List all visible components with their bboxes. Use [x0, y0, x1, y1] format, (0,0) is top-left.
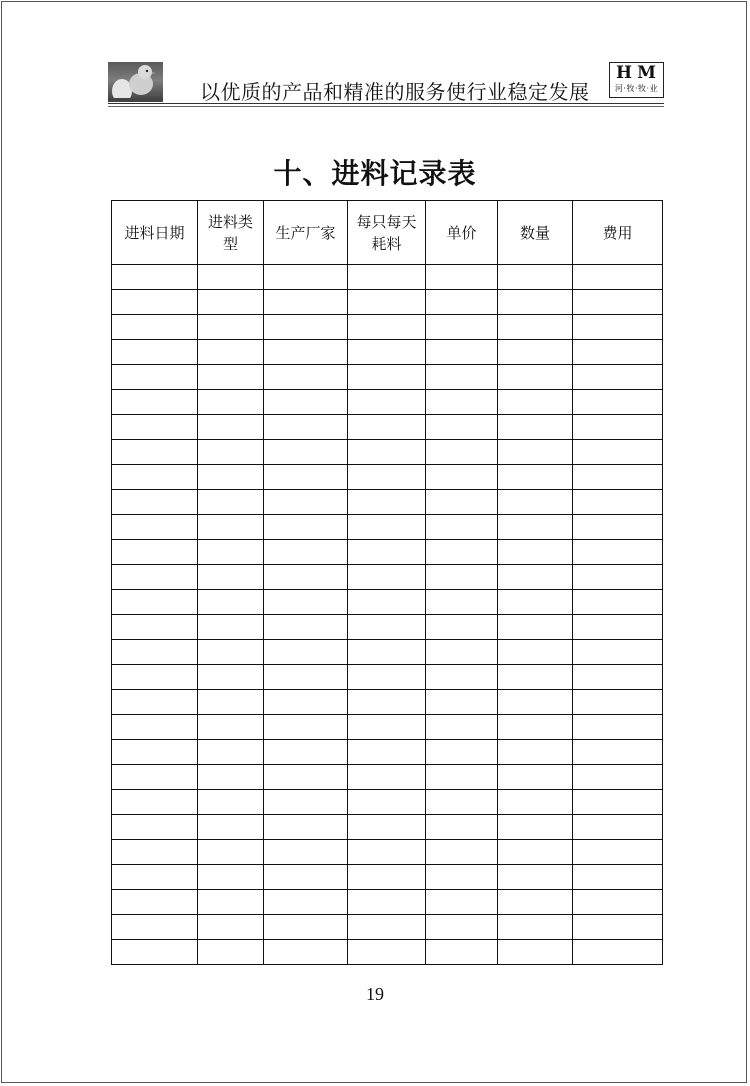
- table-cell: [112, 790, 198, 815]
- table-cell: [348, 590, 426, 615]
- table-cell: [498, 765, 573, 790]
- table-cell: [426, 740, 498, 765]
- table-cell: [498, 415, 573, 440]
- chick-egg-illustration: [108, 62, 163, 102]
- table-cell: [573, 690, 663, 715]
- table-cell: [264, 315, 348, 340]
- table-cell: [573, 665, 663, 690]
- table-row: [112, 890, 663, 915]
- column-header-quantity: 数量: [498, 201, 573, 265]
- table-cell: [498, 365, 573, 390]
- table-cell: [264, 415, 348, 440]
- table-cell: [264, 590, 348, 615]
- table-cell: [348, 640, 426, 665]
- table-cell: [112, 490, 198, 515]
- table-cell: [426, 765, 498, 790]
- table-cell: [573, 815, 663, 840]
- table-cell: [112, 515, 198, 540]
- table-cell: [112, 640, 198, 665]
- table-cell: [426, 290, 498, 315]
- table-cell: [498, 840, 573, 865]
- table-cell: [112, 315, 198, 340]
- table-cell: [348, 540, 426, 565]
- table-cell: [348, 365, 426, 390]
- table-cell: [112, 340, 198, 365]
- table-row: [112, 665, 663, 690]
- table-cell: [112, 415, 198, 440]
- table-cell: [264, 390, 348, 415]
- table-row: [112, 265, 663, 290]
- table-cell: [426, 365, 498, 390]
- table-cell: [573, 540, 663, 565]
- table-cell: [112, 615, 198, 640]
- table-cell: [426, 390, 498, 415]
- table-cell: [348, 815, 426, 840]
- table-row: [112, 840, 663, 865]
- table-cell: [348, 565, 426, 590]
- table-cell: [264, 815, 348, 840]
- table-cell: [198, 615, 264, 640]
- table-cell: [498, 540, 573, 565]
- table-cell: [573, 615, 663, 640]
- logo-subtitle: 河·牧·牧·业: [614, 84, 659, 93]
- table-cell: [112, 565, 198, 590]
- table-cell: [198, 740, 264, 765]
- table-cell: [573, 340, 663, 365]
- table-cell: [112, 590, 198, 615]
- table-cell: [198, 690, 264, 715]
- header-divider-thin: [108, 106, 664, 107]
- table-cell: [573, 265, 663, 290]
- table-cell: [348, 265, 426, 290]
- table-row: [112, 565, 663, 590]
- page-number: 19: [366, 984, 384, 1004]
- table-cell: [112, 540, 198, 565]
- table-cell: [573, 440, 663, 465]
- table-cell: [264, 515, 348, 540]
- table-cell: [112, 840, 198, 865]
- table-row: [112, 415, 663, 440]
- table-cell: [198, 290, 264, 315]
- table-cell: [198, 490, 264, 515]
- table-cell: [498, 490, 573, 515]
- table-cell: [348, 615, 426, 640]
- feed-record-table: [111, 200, 663, 965]
- table-cell: [348, 415, 426, 440]
- table-cell: [573, 740, 663, 765]
- table-cell: [264, 540, 348, 565]
- table-row: [112, 390, 663, 415]
- table-cell: [498, 590, 573, 615]
- table-cell: [426, 815, 498, 840]
- table-cell: [264, 490, 348, 515]
- table-row: [112, 340, 663, 365]
- column-header-date: 进料日期: [112, 201, 198, 265]
- table-row: [112, 465, 663, 490]
- table-cell: [573, 840, 663, 865]
- table-cell: [498, 615, 573, 640]
- column-header-type-text: 进料类型: [207, 212, 253, 253]
- table-cell: [264, 915, 348, 940]
- table-row: [112, 690, 663, 715]
- table-cell: [264, 465, 348, 490]
- table-cell: [348, 340, 426, 365]
- table-cell: [426, 265, 498, 290]
- table-cell: [426, 940, 498, 965]
- table-cell: [573, 865, 663, 890]
- table-cell: [264, 690, 348, 715]
- table-cell: [348, 390, 426, 415]
- table-cell: [198, 315, 264, 340]
- table-cell: [264, 440, 348, 465]
- table-row: [112, 440, 663, 465]
- table-cell: [264, 665, 348, 690]
- table-cell: [264, 265, 348, 290]
- table-cell: [198, 865, 264, 890]
- table-cell: [198, 815, 264, 840]
- table-cell: [348, 315, 426, 340]
- table-cell: [573, 290, 663, 315]
- table-header-row: [112, 201, 663, 265]
- column-header-daily-consumption-text: 每只每天耗料: [356, 212, 417, 253]
- table-cell: [498, 565, 573, 590]
- header-divider: [108, 103, 664, 104]
- table-cell: [112, 865, 198, 890]
- page-header: [108, 62, 664, 106]
- table-cell: [264, 640, 348, 665]
- table-row: [112, 290, 663, 315]
- table-cell: [112, 740, 198, 765]
- table-cell: [348, 840, 426, 865]
- header-slogan: 以优质的产品和精准的服务使行业稳定发展: [200, 80, 590, 104]
- table-cell: [264, 840, 348, 865]
- table-cell: [426, 915, 498, 940]
- table-cell: [426, 840, 498, 865]
- table-cell: [198, 265, 264, 290]
- table-cell: [198, 840, 264, 865]
- table-cell: [348, 515, 426, 540]
- table-cell: [264, 565, 348, 590]
- table-cell: [573, 390, 663, 415]
- table-cell: [348, 490, 426, 515]
- table-row: [112, 640, 663, 665]
- table-cell: [112, 815, 198, 840]
- table-cell: [573, 790, 663, 815]
- table-cell: [198, 765, 264, 790]
- table-cell: [426, 690, 498, 715]
- table-cell: [348, 940, 426, 965]
- table-cell: [112, 940, 198, 965]
- table-cell: [426, 790, 498, 815]
- table-cell: [498, 940, 573, 965]
- table-cell: [198, 465, 264, 490]
- table-cell: [112, 390, 198, 415]
- table-row: [112, 365, 663, 390]
- table-cell: [573, 415, 663, 440]
- table-cell: [498, 865, 573, 890]
- table-row: [112, 915, 663, 940]
- table-cell: [498, 640, 573, 665]
- table-cell: [498, 715, 573, 740]
- table-cell: [498, 265, 573, 290]
- table-cell: [198, 390, 264, 415]
- table-cell: [264, 765, 348, 790]
- table-cell: [573, 490, 663, 515]
- table-cell: [498, 915, 573, 940]
- table-cell: [198, 715, 264, 740]
- table-cell: [426, 315, 498, 340]
- table-cell: [573, 915, 663, 940]
- table-cell: [498, 815, 573, 840]
- table-cell: [112, 290, 198, 315]
- table-cell: [198, 915, 264, 940]
- table-cell: [498, 390, 573, 415]
- table-cell: [348, 465, 426, 490]
- table-row: [112, 715, 663, 740]
- table-cell: [573, 365, 663, 390]
- column-header-cost: 费用: [573, 201, 663, 265]
- page-title: 十、进料记录表: [273, 157, 477, 190]
- table-cell: [198, 540, 264, 565]
- table-cell: [426, 640, 498, 665]
- table-cell: [426, 615, 498, 640]
- table-cell: [426, 890, 498, 915]
- table-cell: [264, 715, 348, 740]
- table-cell: [573, 465, 663, 490]
- table-cell: [498, 465, 573, 490]
- table-cell: [348, 440, 426, 465]
- column-header-manufacturer: 生产厂家: [264, 201, 348, 265]
- table-row: [112, 540, 663, 565]
- table-cell: [348, 715, 426, 740]
- table-cell: [573, 940, 663, 965]
- table-row: [112, 515, 663, 540]
- table-row: [112, 615, 663, 640]
- table-row: [112, 865, 663, 890]
- table-cell: [498, 440, 573, 465]
- table-cell: [112, 690, 198, 715]
- table-cell: [198, 415, 264, 440]
- table-cell: [264, 615, 348, 640]
- logo-letters: HM: [616, 63, 661, 83]
- table-cell: [112, 890, 198, 915]
- column-header-type: [198, 201, 264, 265]
- table-cell: [348, 765, 426, 790]
- table-cell: [498, 790, 573, 815]
- table-cell: [426, 490, 498, 515]
- table-cell: [198, 515, 264, 540]
- table-cell: [573, 315, 663, 340]
- table-cell: [198, 340, 264, 365]
- table-cell: [348, 790, 426, 815]
- table-cell: [426, 515, 498, 540]
- table-row: [112, 765, 663, 790]
- table-cell: [426, 665, 498, 690]
- table-cell: [348, 740, 426, 765]
- table-cell: [198, 590, 264, 615]
- table-cell: [426, 715, 498, 740]
- table-cell: [498, 890, 573, 915]
- table-row: [112, 590, 663, 615]
- column-header-unit-price: 单价: [426, 201, 498, 265]
- table-cell: [112, 915, 198, 940]
- table-cell: [348, 290, 426, 315]
- table-cell: [498, 340, 573, 365]
- table-cell: [426, 465, 498, 490]
- table-cell: [264, 340, 348, 365]
- table-cell: [426, 340, 498, 365]
- table-cell: [498, 665, 573, 690]
- table-row: [112, 815, 663, 840]
- table-cell: [198, 940, 264, 965]
- table-cell: [264, 740, 348, 765]
- table-cell: [348, 865, 426, 890]
- table-cell: [498, 290, 573, 315]
- table-cell: [198, 890, 264, 915]
- table-cell: [198, 565, 264, 590]
- table-cell: [198, 440, 264, 465]
- table-cell: [573, 515, 663, 540]
- table-cell: [112, 440, 198, 465]
- table-cell: [426, 565, 498, 590]
- table-cell: [573, 715, 663, 740]
- table-cell: [426, 865, 498, 890]
- table-cell: [198, 665, 264, 690]
- table-cell: [348, 665, 426, 690]
- table-cell: [426, 540, 498, 565]
- table-cell: [426, 590, 498, 615]
- table-cell: [112, 715, 198, 740]
- table-cell: [112, 265, 198, 290]
- table-cell: [264, 365, 348, 390]
- chick-photo: [108, 62, 163, 102]
- table-cell: [426, 440, 498, 465]
- table-row: [112, 940, 663, 965]
- table-cell: [264, 790, 348, 815]
- table-cell: [198, 790, 264, 815]
- table-row: [112, 740, 663, 765]
- table-cell: [112, 465, 198, 490]
- table-cell: [264, 940, 348, 965]
- table-cell: [426, 415, 498, 440]
- table-cell: [498, 740, 573, 765]
- table-cell: [348, 690, 426, 715]
- table-cell: [348, 890, 426, 915]
- table-cell: [264, 865, 348, 890]
- table-cell: [112, 765, 198, 790]
- table-cell: [198, 365, 264, 390]
- table-cell: [348, 915, 426, 940]
- table-cell: [573, 590, 663, 615]
- table-row: [112, 490, 663, 515]
- table-row: [112, 315, 663, 340]
- table-cell: [573, 565, 663, 590]
- table-cell: [112, 365, 198, 390]
- table-cell: [264, 290, 348, 315]
- column-header-daily-consumption: [348, 201, 426, 265]
- hm-logo: [609, 62, 664, 98]
- table-cell: [573, 640, 663, 665]
- table-cell: [264, 890, 348, 915]
- table-row: [112, 790, 663, 815]
- table-cell: [498, 515, 573, 540]
- table-cell: [573, 890, 663, 915]
- table-cell: [498, 690, 573, 715]
- table-cell: [498, 315, 573, 340]
- table-cell: [112, 665, 198, 690]
- table-body: [112, 265, 663, 965]
- table-cell: [573, 765, 663, 790]
- table-cell: [198, 640, 264, 665]
